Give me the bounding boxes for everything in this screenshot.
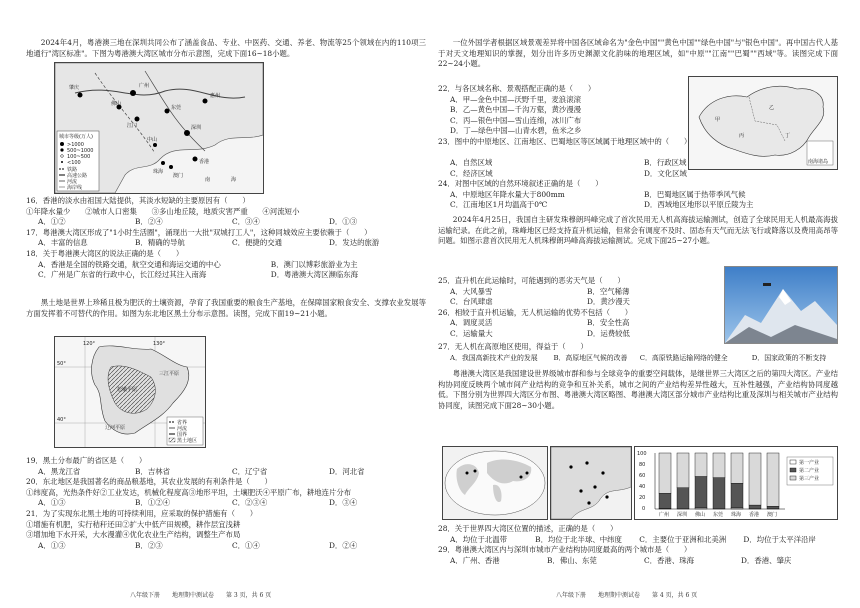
chart-x-label: 深圳 (677, 512, 688, 518)
map2-label: 辽河平原 (105, 425, 126, 431)
intro-22-24: 一位外国学者根据区域景观差异将中国各区域命名为"金色中国""黄色中国""绿色中国"与"银色中国"。再中国古代人基于对天文地理知识的掌握，划分出许多历史渊源文化韵味的地理区域，如"中原""江南""巴蜀""西域"等。读图完成下面22~24小题。 (438, 38, 838, 69)
map1-label: 肇庆 (69, 85, 80, 91)
question-21-items-1: ①增施有机肥，实行秸秆还田②扩大中低产田规模，耕作层宜浅耕 (26, 519, 241, 529)
question-16-items: ①年降水量少 ②城市人口密集 ③多山地丘陵，地质灾害严重 ④河流短小 (26, 206, 300, 216)
greater-bay-area-map (54, 62, 264, 194)
question-20: 20．东北地区是我国著名的商品粮基地，其农业发展的有利条件是（ ） (26, 477, 272, 487)
question-27-options (438, 353, 838, 364)
option[interactable]: A．黑龙江省 (38, 466, 81, 476)
map1-label: 佛山 (111, 101, 122, 107)
option[interactable]: A．①③ (38, 498, 66, 508)
chart-x-label: 澳门 (767, 512, 778, 518)
option[interactable]: C．经济区域 (450, 168, 493, 178)
question-26: 26．相较于直升机运输，无人机运输的优势不包括（ ） (438, 307, 633, 317)
chart-bar-segment (713, 478, 725, 509)
question-29: 29．粤港澳大湾区内与深圳市城市产业结构协同度最高的两个城市是（ ） (438, 545, 692, 555)
map1-legend-title: 城市等级(万人) (59, 134, 93, 140)
option[interactable]: B．佛山、东莞 (547, 555, 597, 565)
map1-label: 中山 (147, 137, 158, 143)
question-18-options (26, 260, 426, 271)
question-19: 19．黑土分布最广的省区是（ ） (26, 456, 147, 465)
map1-label: 南 (205, 177, 211, 183)
option[interactable]: A．调度灵活 (450, 318, 493, 328)
option[interactable]: D．③④ (329, 498, 358, 508)
question-28: 28．关于世界四大湾区位置的描述，正确的是（ ） (438, 524, 618, 533)
option[interactable]: D．丁—绿色中国—山青水碧，鱼米之乡 (450, 126, 582, 136)
map2-label: 40° (57, 417, 66, 423)
option[interactable]: B．②③ (135, 540, 163, 550)
option[interactable]: A．广州、香港 (450, 555, 500, 565)
legend-item: <100 (67, 160, 81, 166)
question-23: 23．图中的中原地区、江南地区、巴蜀地区等区域属于地理区域中的（ ） (438, 136, 692, 146)
chart-legend-item: 第三产业 (799, 476, 820, 482)
legend-item: 铁路 (67, 167, 78, 173)
option[interactable]: D．均位于太平洋沿岸 (743, 534, 816, 544)
question-17: 17．粤港澳大湾区形成了"1小时生活圈"，涌现出一大批"双城打工人"，这种同城效应主要依赖于（ ） (26, 227, 372, 237)
chart-bar-segment (695, 453, 707, 477)
chart-x-label: 东莞 (713, 512, 724, 518)
map1-label: 香港 (199, 159, 210, 165)
legend-item: 海岸线 (67, 185, 83, 191)
question-20-options (26, 498, 426, 509)
question-26-options (438, 318, 724, 329)
legend-item: 高速公路 (67, 173, 88, 179)
option[interactable]: D．粤港澳大湾区濒临东海 (270, 270, 359, 280)
question-24: 24．对图中区域的自然环境叙述正确的是（ ） (438, 179, 603, 189)
question-26-options-row2 (438, 329, 724, 340)
chart-bar-segment (659, 453, 671, 493)
question-29-options (438, 556, 838, 567)
y-tick-label: 0 (642, 506, 646, 512)
industry-chart-svg (635, 447, 837, 519)
question-28-options (438, 535, 838, 546)
option[interactable]: C．辽宁省 (232, 466, 268, 476)
legend-item: >1000 (67, 142, 84, 148)
option[interactable]: B．巴蜀地区属于热带季风气候 (644, 189, 746, 199)
option[interactable]: A．①③ (38, 540, 66, 550)
option[interactable]: D．西域地区地形以平原丘陵为主 (644, 200, 754, 210)
intro-16-18: 2024年4月，粤港澳三地在深圳共同公布了涵盖食品、专业、中医药、交通、养老、物流等25个领域在内的110项三地通行"湾区标准"。下图为粤港澳大湾区城市分布示意图，完成下面16~18小题。 (26, 38, 426, 58)
question-21-items-2: ③增加地下水开采，大水漫灌④优化农业生产结构，调整生产布局 (26, 530, 241, 540)
legend-item: 黑土地区 (177, 438, 198, 444)
y-tick-label: 20 (639, 495, 646, 501)
map1-label: 珠海 (153, 169, 164, 175)
chart-legend-item: 第一产业 (799, 460, 820, 466)
option[interactable]: A．香港是全国的铁路交通，航空交通和海运交通的中心 (38, 259, 221, 269)
option[interactable]: B．①②④ (135, 498, 170, 508)
question-25-options-row2 (438, 297, 724, 308)
legend-item: 100~500 (67, 154, 91, 160)
map1-label: 广州 (139, 83, 150, 89)
option[interactable]: D．运费较低 (587, 328, 630, 338)
intro-19-21: 黑土地是世界上珍稀且极为肥沃的土壤资源，孕育了我国重要的粮食生产基地，在保障国家粮食安全、支撑农业发展等方面发挥着不可替代的作用。如图为东北地区黑土分布示意图。读图，完成下面19~21小题。 (26, 298, 426, 318)
question-27: 27．无人机在高原地区使用，得益于（ ） (438, 342, 588, 351)
option[interactable]: C．丙—银色中国—雪山连绵，冰川广布 (450, 115, 582, 125)
chart-bar-segment (677, 453, 689, 488)
chart-x-label: 珠海 (731, 512, 742, 518)
option[interactable]: A．丰富的信息 (38, 238, 88, 248)
legend-item: 500~1000 (67, 148, 94, 154)
option[interactable]: C．②③④ (232, 498, 268, 508)
question-23-options-row2 (438, 169, 838, 180)
page-footer-left: 八年级下册 地理期中测试卷 第 3 页，共 6 页 (130, 592, 272, 599)
option[interactable]: A．中原地区年降水量大于800mm (450, 189, 565, 199)
world-bay-areas-map (442, 446, 548, 520)
map2-label: 130° (153, 341, 166, 347)
map2-label: 50° (57, 361, 66, 367)
chart-bar-segment (749, 505, 761, 509)
map1-label: 深圳 (191, 125, 202, 131)
chart-x-label: 香港 (749, 512, 760, 518)
map3-label: 丁 (785, 133, 791, 139)
option[interactable]: A．我国高新技术产业的发展 (450, 353, 538, 362)
gba-sketch-map (550, 446, 632, 520)
option[interactable]: B．精确的导航 (135, 238, 185, 248)
map2-label: 120° (83, 341, 96, 347)
chart-bar-segment (731, 453, 743, 483)
legend-item: 国界 (177, 432, 188, 438)
option[interactable]: C．运输量大 (450, 328, 493, 338)
y-tick-label: 80 (639, 462, 646, 468)
question-24-options-row2 (438, 200, 838, 211)
chart-bar-segment (677, 488, 689, 509)
chart-legend-item: 第二产业 (799, 468, 820, 474)
option[interactable]: C．便捷的交通 (232, 238, 282, 248)
option[interactable]: D．香港、肇庆 (741, 555, 792, 565)
question-25: 25．直升机在此运输时，可能遇到的恶劣天气是（ ） (438, 276, 625, 285)
map1-label: 江门 (127, 123, 138, 129)
option[interactable]: C．③④ (232, 217, 260, 227)
chart-bar-segment (659, 493, 671, 508)
question-24-options (438, 190, 838, 201)
question-18: 18．关于粤港澳大湾区的说法正确的是（ ） (26, 248, 184, 258)
option[interactable]: D．国家政策的不断支持 (751, 353, 827, 362)
question-18-options-row2 (26, 270, 426, 281)
option[interactable]: C．①④ (232, 540, 260, 550)
industry-structure-chart (634, 446, 838, 520)
option[interactable]: A．大风暴雪 (450, 286, 493, 296)
option[interactable]: C．主要位于亚洲和北美洲 (639, 534, 727, 544)
option[interactable]: A．自然区域 (450, 158, 493, 167)
legend-item: 省界 (177, 420, 188, 426)
option[interactable]: B．行政区域 (644, 158, 687, 167)
question-20-items: ①纬度高，光热条件好②工业发达，机械化程度高③地形平坦，土壤肥沃④平原广布，耕地连片分布 (26, 487, 352, 497)
legend-item: 河流 (67, 179, 78, 185)
map2-label: 松嫩平原 (117, 387, 138, 393)
chart-bar-segment (713, 453, 725, 478)
map1-label: 澳门 (173, 173, 184, 179)
question-25-options (438, 287, 724, 298)
legend-item: 河流 (177, 426, 188, 432)
map3-label: 乙 (769, 105, 775, 111)
question-16-options (26, 217, 426, 228)
option[interactable]: D．河北省 (329, 466, 365, 476)
y-tick-label: 40 (639, 484, 646, 490)
question-22: 22．与各区域名称、景观搭配正确的是（ ） (438, 84, 596, 93)
option[interactable]: D．②④ (329, 540, 358, 550)
option[interactable]: C．台风肆虐 (450, 297, 493, 307)
option[interactable]: C．香港、珠海 (644, 555, 694, 565)
option[interactable]: B．高原地区气候的改善 (553, 353, 628, 362)
option[interactable]: A．①② (38, 217, 66, 227)
page-footer-right: 八年级下册 地理期中测试卷 第 4 页，共 6 页 (556, 592, 698, 599)
chart-bar-segment (695, 477, 707, 508)
option[interactable]: C．江南地区1月均温高于0℃ (450, 200, 548, 210)
everest-drone-photo (724, 266, 838, 344)
option[interactable]: D．黄沙漫天 (587, 297, 630, 307)
option[interactable]: C．广州是广东省的行政中心，长江经过其注入南海 (38, 270, 207, 280)
northeast-black-soil-map (54, 336, 206, 448)
map1-label: 惠州 (210, 93, 221, 99)
map2-label: 三江平原 (159, 371, 180, 377)
intro-25-27: 2024年4月25日，我国自主研发珠穆朗玛峰完成了首次民用无人机高海拔运输测试，创造了全球民用无人机最高海拔运输纪录。在此之前，珠峰地区已经支持直升机运输，但常会有调度不及时、固态有天气而无法飞行或降落以及费用高昂等问题。如图示意首次民用无人机珠穆朗玛峰高海拔运输测试。完成下面25~27小题。 (438, 214, 838, 246)
option[interactable]: B．空气稀薄 (587, 286, 630, 296)
question-21-options (26, 541, 426, 552)
option[interactable]: A．均位于北温带 (450, 534, 508, 544)
map1-label: 海 (231, 177, 237, 183)
map3-inset-label: 南海诸岛 (808, 159, 829, 165)
map3-label: 甲 (715, 117, 721, 123)
option[interactable]: B．②④ (135, 217, 163, 227)
option[interactable]: D．文化区域 (644, 168, 687, 178)
y-tick-label: 60 (639, 473, 646, 479)
chart-bar-segment (767, 453, 779, 506)
option[interactable]: C．高原铁路运输网络的健全 (639, 353, 728, 362)
chart-x-label: 广州 (659, 512, 670, 518)
chart-bar-segment (731, 483, 743, 508)
option[interactable]: B．安全性高 (587, 318, 630, 328)
option[interactable]: B．乙—黄色中国—千沟万壑，黄沙漫漫 (450, 105, 582, 115)
option[interactable]: B．均位于北半球、中纬度 (535, 534, 622, 544)
question-21: 21．为了实现东北黑土地的可持续利用，应采取的保护措施有（ ） (26, 508, 258, 518)
china-regions-map (688, 76, 838, 170)
chart-bar-segment (749, 453, 761, 505)
question-23-options (438, 158, 838, 169)
question-19-options (26, 467, 426, 478)
option[interactable]: B．吉林省 (135, 466, 170, 476)
question-16: 16．香港的淡水由祖国大陆提供，其淡水短缺的主要原因有（ ） (26, 196, 250, 205)
option[interactable]: B．澳门以博彩旅游业为主 (270, 259, 358, 269)
y-tick-label: 100 (637, 451, 647, 457)
chart-bar-segment (767, 506, 779, 509)
option[interactable]: D．①③ (329, 217, 358, 227)
option[interactable]: D．发达的旅游 (329, 238, 380, 248)
chart-x-label: 佛山 (695, 512, 706, 518)
option[interactable]: A．甲—金色中国—沃野千里，麦浪滚滚 (450, 94, 581, 104)
question-17-options (26, 238, 426, 249)
map1-label: 东莞 (171, 105, 182, 111)
intro-28-30: 粤港澳大湾区是我国建设世界级城市群和参与全球竞争的重要空间载体，是继世界三大湾区之后的第四大湾区。产业结构协同度反映两个城市间产业结构的竞争和互补关系，城市之间的产业结构差异性越大，互补性越强，产业结构协同度越低。下图分别为世界四大湾区分布图、粤港澳大湾区略图、粤港澳大湾区部分城市产业结构比重及深圳与相关城市产业结构协同度，读图完成下面28~30小题。 (438, 369, 838, 410)
map3-label: 丙 (739, 133, 745, 139)
